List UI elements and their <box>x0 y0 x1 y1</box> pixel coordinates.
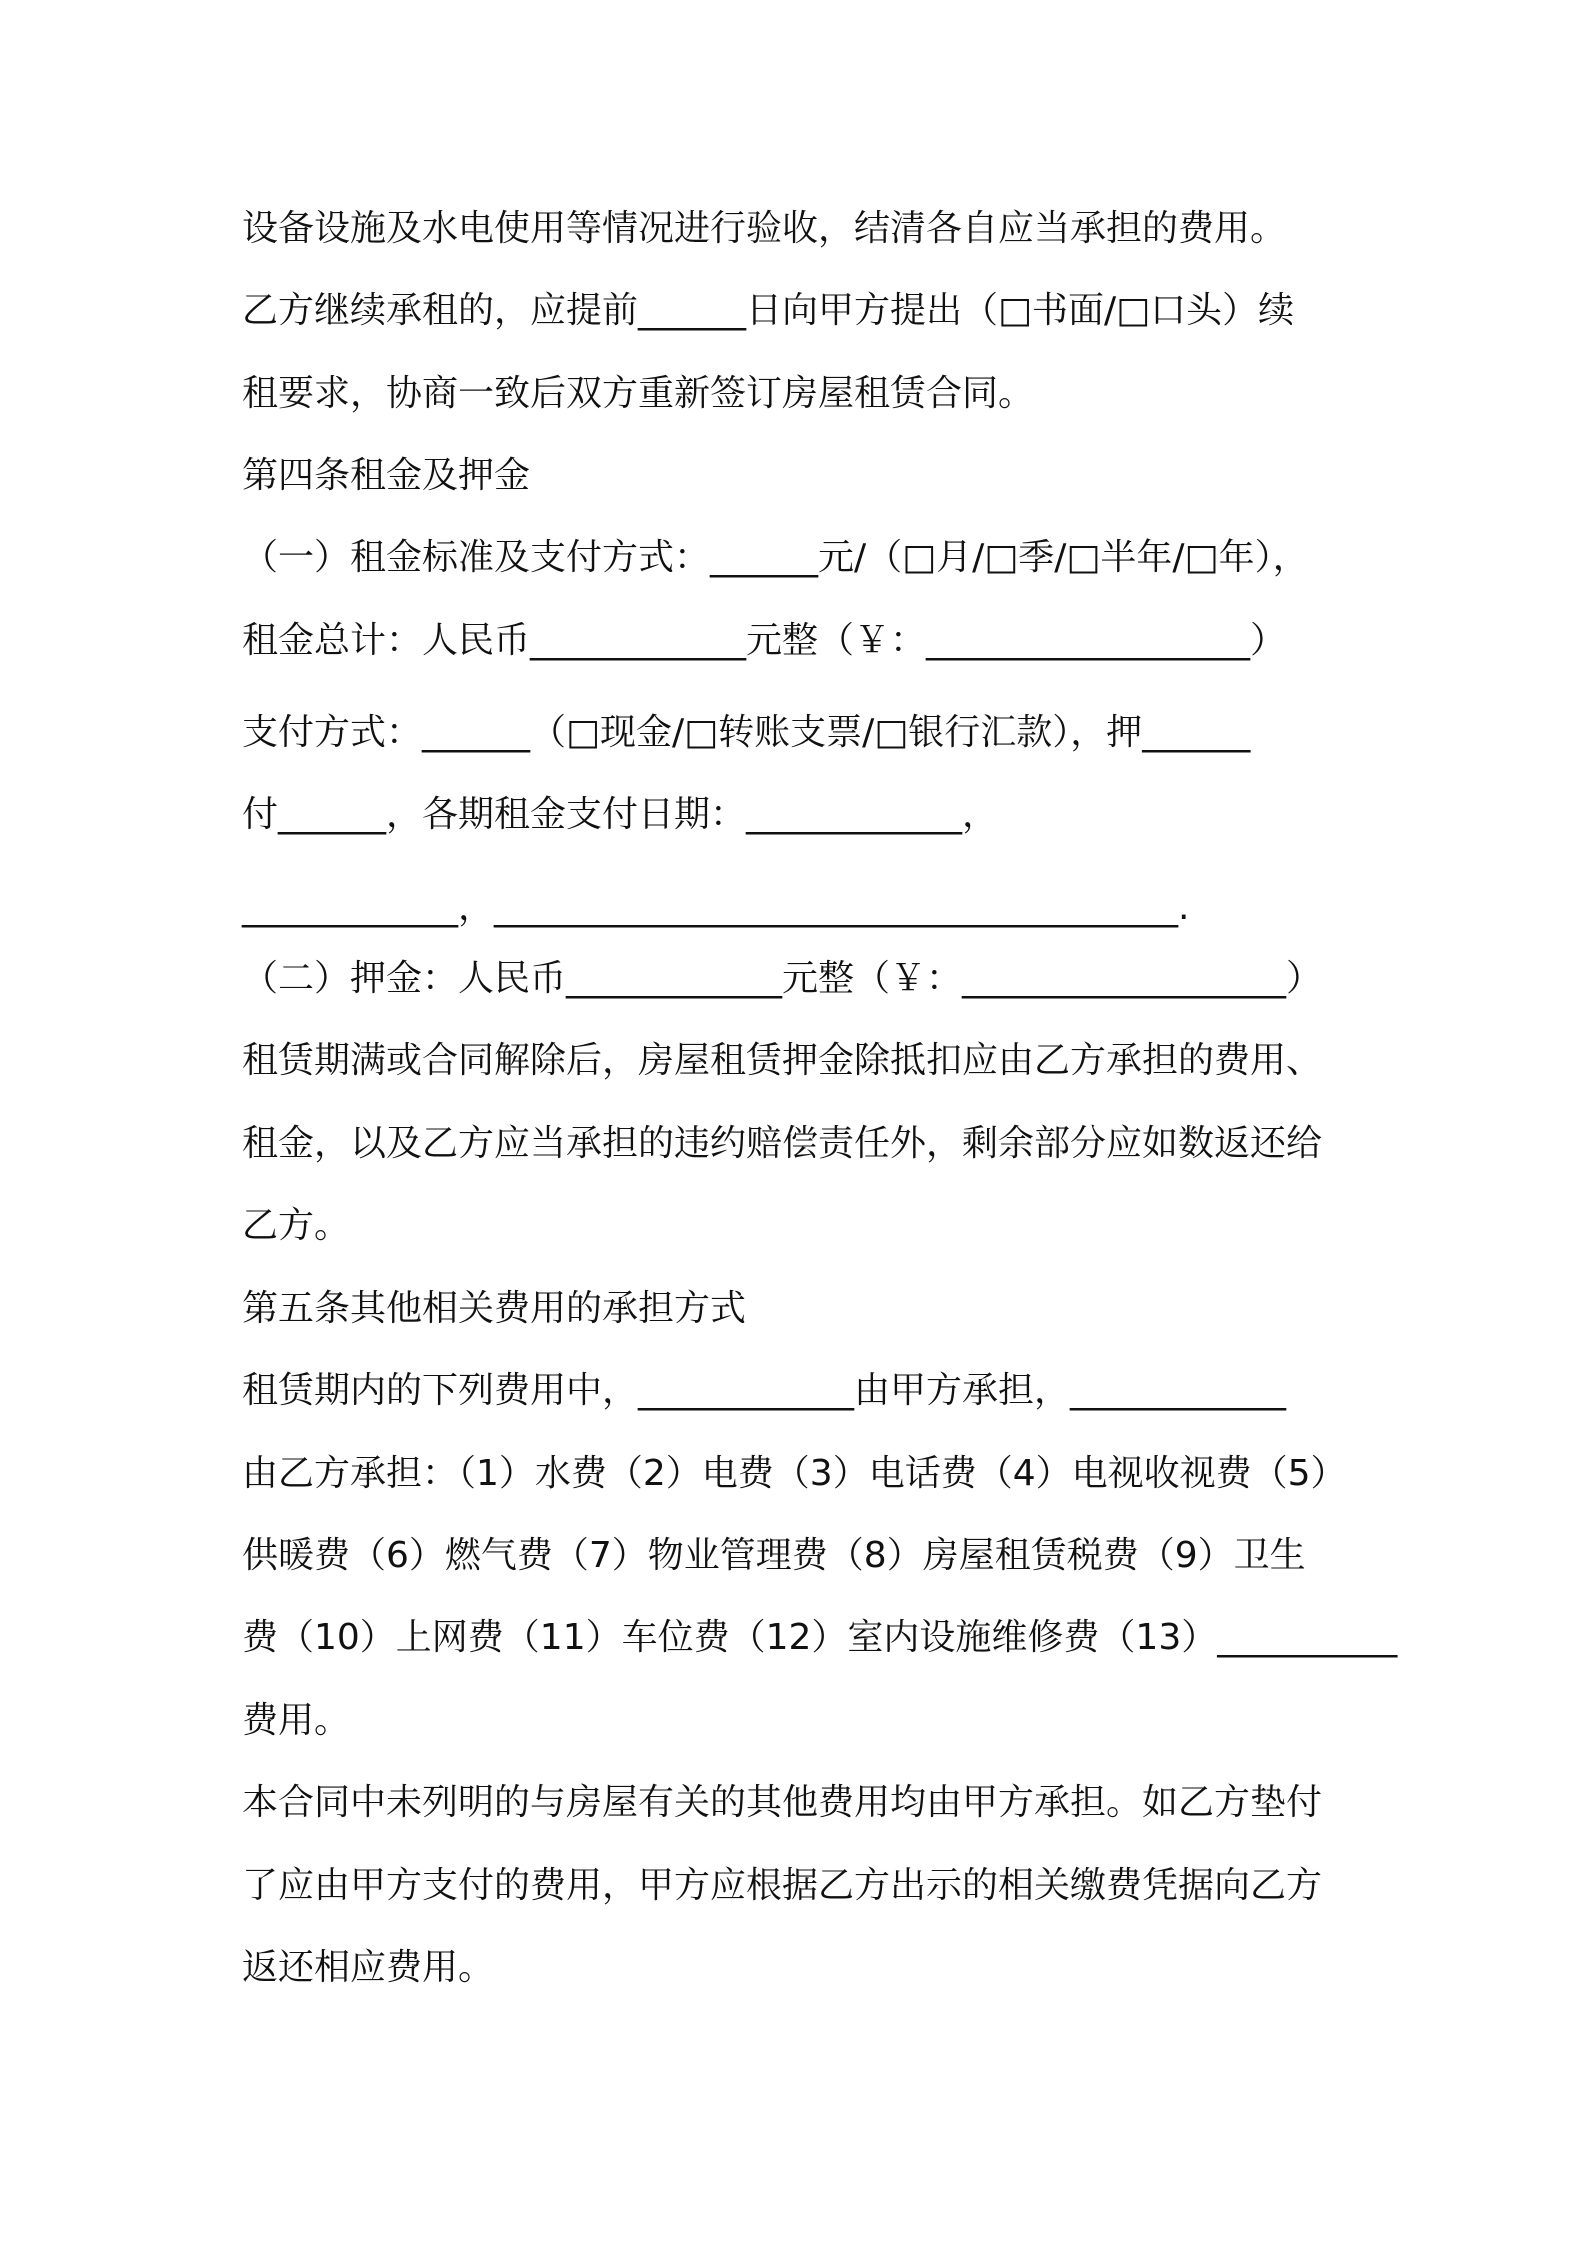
paragraph-line: 乙方继续承租的，应提前______日向甲方提出（□书面/□口头）续 <box>242 290 1295 331</box>
paragraph-line: 支付方式：______（□现金/□转账支票/□银行汇款），押______ <box>242 712 1251 753</box>
paragraph-line: 了应由甲方支付的费用，甲方应根据乙方出示的相关缴费凭据向乙方 <box>242 1865 1323 1906</box>
paragraph-line: 返还相应费用。 <box>242 1947 495 1988</box>
paragraph-line: 乙方。 <box>242 1205 351 1246</box>
paragraph-line: ____________，______________________________________. <box>242 887 1190 928</box>
paragraph-line: 租金总计：人民币____________元整（￥：__________________） <box>242 620 1287 661</box>
paragraph-line: 租赁期内的下列费用中，____________由甲方承担，____________ <box>242 1370 1287 1411</box>
paragraph-line: 由乙方承担：（1）水费（2）电费（3）电话费（4）电视收视费（5） <box>242 1453 1347 1494</box>
paragraph-line: 租要求，协商一致后双方重新签订房屋租赁合同。 <box>242 373 1035 414</box>
paragraph-line: 供暖费（6）燃气费（7）物业管理费（8）房屋租赁税费（9）卫生 <box>242 1535 1306 1576</box>
paragraph-line: 费用。 <box>242 1700 351 1741</box>
paragraph-line: 设备设施及水电使用等情况进行验收，结清各自应当承担的费用。 <box>242 208 1287 249</box>
paragraph-line: 租金，以及乙方应当承担的违约赔偿责任外，剩余部分应如数返还给 <box>242 1123 1323 1164</box>
paragraph-line: （二）押金：人民币____________元整（￥：__________________） <box>242 958 1323 999</box>
section-heading: 第五条其他相关费用的承担方式 <box>242 1288 747 1329</box>
paragraph-line: 费（10）上网费（11）车位费（12）室内设施维修费（13）__________ <box>242 1617 1398 1658</box>
section-heading: 第四条租金及押金 <box>242 455 531 496</box>
paragraph-line: （一）租金标准及支付方式：______元/（□月/□季/□半年/□年）， <box>242 537 1309 578</box>
paragraph-line: 本合同中未列明的与房屋有关的其他费用均由甲方承担。如乙方垫付 <box>242 1782 1323 1823</box>
paragraph-line: 付______，各期租金支付日期：____________， <box>242 794 999 835</box>
paragraph-line: 租赁期满或合同解除后，房屋租赁押金除抵扣应由乙方承担的费用、 <box>242 1040 1323 1081</box>
